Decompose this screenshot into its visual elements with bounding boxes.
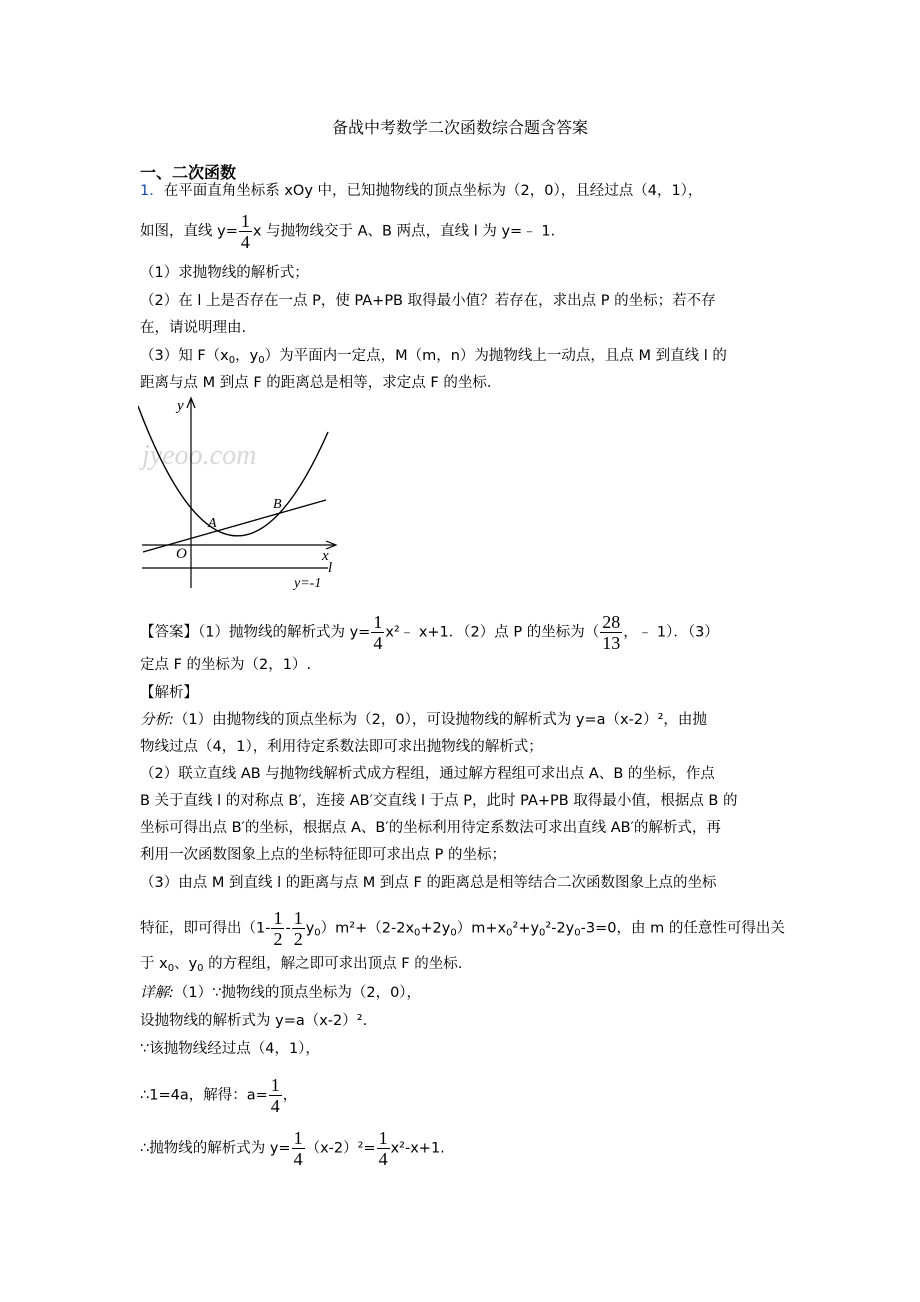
section-heading: 一、二次函数: [140, 163, 237, 182]
analysis-line-3: （2）联立直线 AB 与抛物线解析式成方程组，通过解方程组可求出点 A、B 的坐标，作点: [140, 766, 715, 782]
point-a-label: A: [208, 516, 217, 531]
origin-label: O: [176, 546, 187, 562]
solution-line-2: 设抛物线的解析式为 y=a（x-2）².: [140, 1013, 368, 1029]
page-title: 备战中考数学二次函数综合题含答案: [331, 118, 588, 137]
point-b-label: B: [273, 497, 282, 512]
solution-line-3: ∵该抛物线经过点（4，1），: [140, 1041, 320, 1057]
question-3-line-1: （3）知 $F(x_0$，$y_0$）为平面内一定点，M（m，n）为抛物线上一动点，且点 M 到直线 l 的: [140, 348, 727, 366]
analysis-label: 分析:: [140, 712, 174, 728]
solution-line-5: ∴抛物线的解析式为 y= $\frac{1}{4}$ （x-2）²= $\frac{1}{4}$ x²-x+1.: [140, 1128, 445, 1169]
answer-tag: 【答案】: [140, 624, 198, 641]
fraction-28-13: $\frac{28}{13}$: [602, 612, 621, 653]
analysis-line-9: 于 $x_0$、$y_0$ 的方程组，解之即可求出顶点 F 的坐标.: [140, 956, 463, 974]
line-ab: [143, 500, 326, 552]
problem-line-1: 1．在平面直角坐标系 xOy 中，已知抛物线的顶点坐标为（2，0），且经过点（4，1），: [140, 183, 703, 199]
analysis-line-1: 分析:（1）由抛物线的顶点坐标为（2，0），可设抛物线的解析式为 y=a（x-2）²，由抛: [140, 712, 707, 728]
problem-line-2: 如图，直线 y= $\frac{1}{4}$ x 与抛物线交于 A、B 两点，直线 l 为 y=﹣ 1.: [140, 211, 556, 252]
answer-line-2: 定点 F 的坐标为（2，1）.: [140, 657, 312, 673]
problem-number: 1．: [140, 183, 164, 199]
question-1: （1）求抛物线的解析式；: [140, 265, 309, 281]
analysis-line-5: 坐标可得出点 B′的坐标，根据点 A、B′的坐标利用待定系数法可求出直线 AB′的解析式，再: [140, 820, 721, 836]
analysis-line-8: 特征，即可得出（1- $\frac{1}{2}$ - $\frac{1}{2}$ $y_0)m^2+(2-2x_0+2y_0)m+x_0^2+y_0^2-2y_0-3=0$，由 m 的任意性可得出关: [140, 908, 785, 949]
parabola-figure: [138, 392, 348, 592]
solution-line-1: 详解:（1）∵抛物线的顶点坐标为（2，0），: [140, 985, 422, 1001]
question-3-line-2: 距离与点 M 到点 F 的距离总是相等，求定点 F 的坐标.: [140, 375, 492, 391]
analysis-line-4: B 关于直线 l 的对称点 B′，连接 AB′交直线 l 于点 P，此时 PA+PB 取得最小值，根据点 B 的: [140, 793, 738, 809]
y-axis-label: y: [177, 398, 184, 414]
solution-line-4: ∴1=4a，解得：a= $\frac{1}{4}$ ，: [140, 1075, 298, 1116]
line-l-label: l: [328, 560, 333, 576]
question-2-line-2: 在，请说明理由.: [140, 320, 247, 336]
x-axis-label: x: [322, 548, 329, 564]
question-2-line-1: （2）在 l 上是否存在一点 P，使 PA+PB 取得最小值？若存在，求出点 P 的坐标；若不存: [140, 293, 716, 309]
analysis-line-6: 利用一次函数图象上点的坐标特征即可求出点 P 的坐标；: [140, 847, 506, 863]
figure-watermark: jyeoo.com: [142, 440, 257, 471]
analysis-line-7: （3）由点 M 到直线 l 的距离与点 M 到点 F 的距离总是相等结合二次函数图象上点的坐标: [140, 875, 717, 891]
analysis-tag: 【解析】: [140, 685, 198, 701]
analysis-line-2: 物线过点（4，1），利用待定系数法即可求出抛物线的解析式；: [140, 739, 543, 755]
answer-line-1: 【答案】（1）抛物线的解析式为 y= $\frac{1}{4}$ x²﹣ x+1．（2）点 P 的坐标为（ $\frac{28}{13}$ ，﹣ 1）．（3）: [140, 612, 719, 653]
fraction-one-quarter: $\frac{1}{4}$: [240, 211, 250, 252]
solution-label: 详解:: [140, 985, 174, 1001]
line-l-equation: y=-1: [294, 576, 322, 591]
